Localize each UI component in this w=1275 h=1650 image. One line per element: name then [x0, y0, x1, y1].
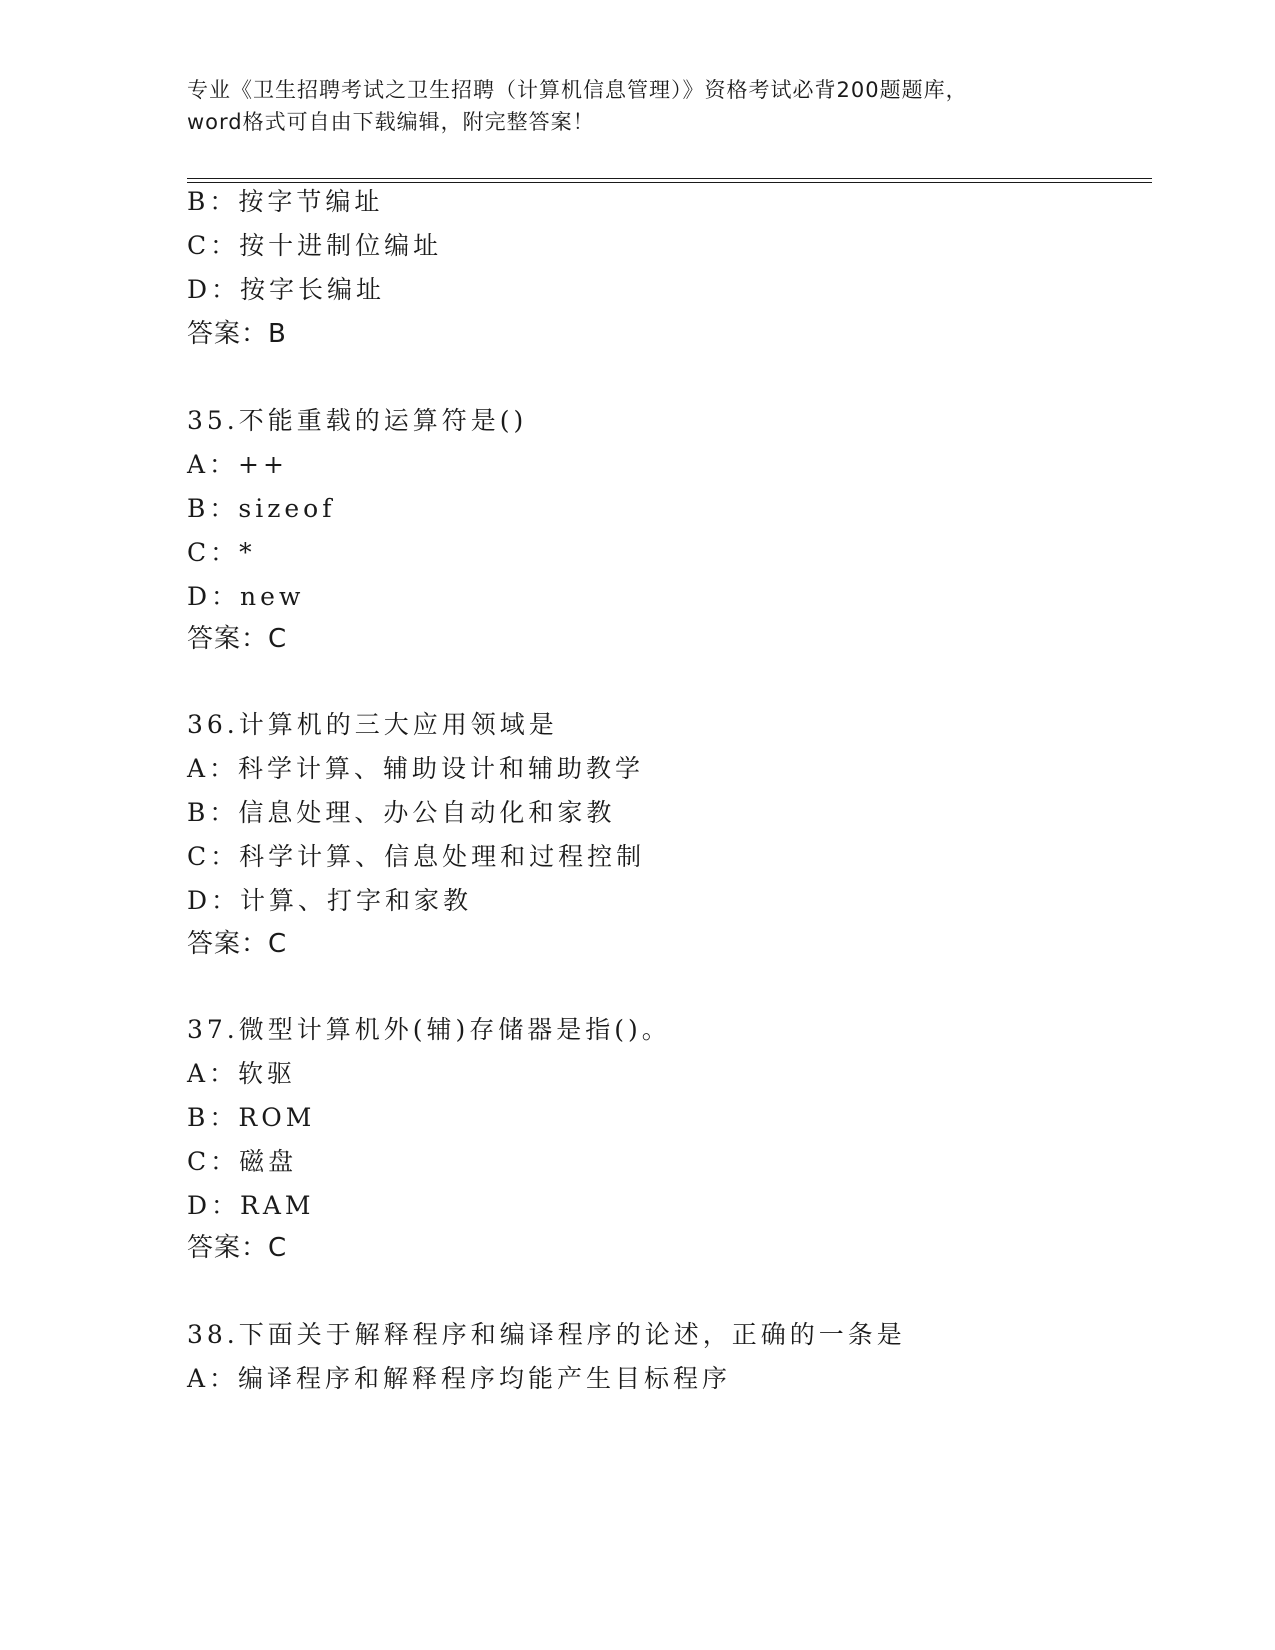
q34-option-b: B：按字节编址 — [187, 187, 384, 216]
q37-option-a: A：软驱 — [187, 1059, 297, 1088]
q34-answer: 答案：B — [187, 319, 287, 349]
q37-option-b: B：ROM — [187, 1103, 316, 1132]
q36-option-a: A：科学计算、辅助设计和辅助教学 — [187, 754, 645, 783]
document-header — [187, 74, 1087, 138]
header-title-line2: word格式可自由下载编辑，附完整答案！ — [187, 110, 595, 134]
q38-question: 38.下面关于解释程序和编译程序的论述，正确的一条是 — [187, 1320, 906, 1349]
q35-option-a: A：++ — [187, 450, 288, 479]
q38-option-a: A：编译程序和解释程序均能产生目标程序 — [187, 1364, 732, 1393]
q35-option-d: D：new — [187, 582, 305, 611]
header-divider-top — [187, 178, 1152, 179]
q36-question: 36.计算机的三大应用领域是 — [187, 710, 558, 739]
q37-option-c: C：磁盘 — [187, 1147, 298, 1176]
q36-option-b: B：信息处理、办公自动化和家教 — [187, 798, 616, 827]
q34-option-c: C：按十进制位编址 — [187, 231, 443, 260]
q35-answer: 答案：C — [187, 624, 288, 654]
q36-option-c: C：科学计算、信息处理和过程控制 — [187, 842, 646, 871]
q36-answer: 答案：C — [187, 929, 288, 959]
header-title-line1: 专业《卫生招聘考试之卫生招聘（计算机信息管理）》资格考试必背200题题库， — [187, 78, 968, 102]
q35-option-b: B：sizeof — [187, 494, 336, 523]
q37-option-d: D：RAM — [187, 1191, 315, 1220]
q37-answer: 答案：C — [187, 1233, 288, 1263]
q35-option-c: C：* — [187, 538, 256, 567]
q35-question: 35.不能重载的运算符是() — [187, 406, 528, 435]
q36-option-d: D：计算、打字和家教 — [187, 886, 473, 915]
q34-option-d: D：按字长编址 — [187, 275, 386, 304]
q37-question: 37.微型计算机外(辅)存储器是指()。 — [187, 1015, 671, 1044]
header-divider-bottom — [187, 182, 1152, 183]
